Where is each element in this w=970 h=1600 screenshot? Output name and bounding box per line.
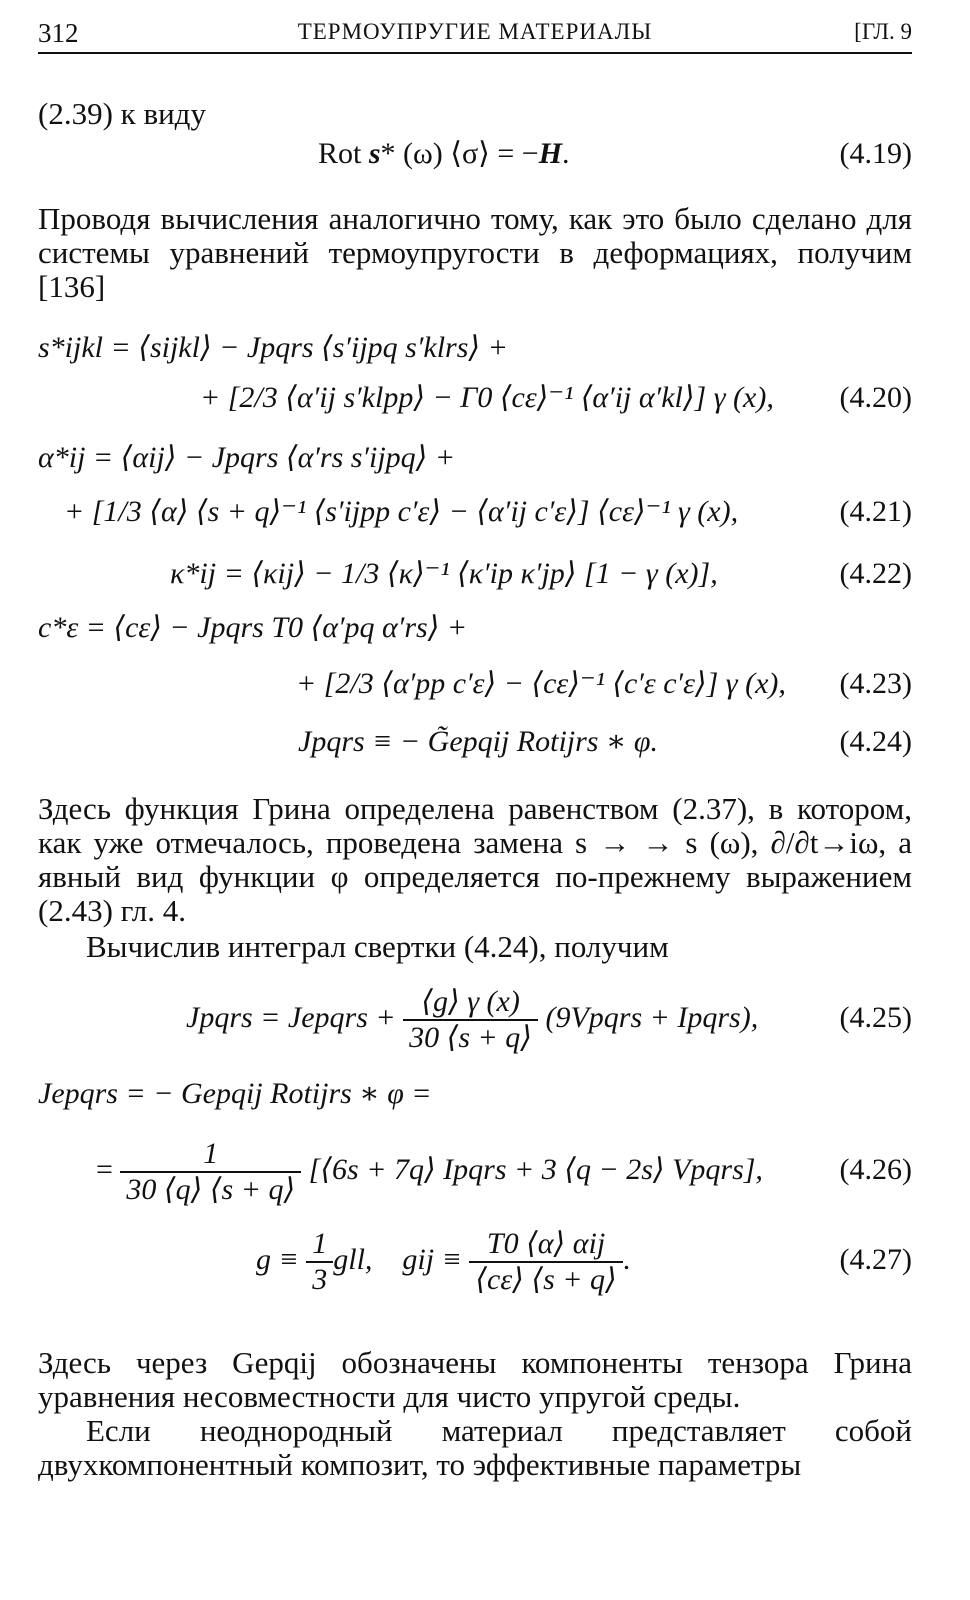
equation-4-20-line-1: s*ijkl = ⟨sijkl⟩ − Jpqrs ⟨s′ijpq s′klrs⟩ + [38, 331, 508, 364]
equation-4-21-line-2: + [1/3 ⟨α⟩ ⟨s + q⟩⁻¹ ⟨s′ijpp c′ε⟩ − ⟨α′ij c′ε⟩] ⟨cε⟩⁻¹ γ (x), [64, 495, 739, 528]
equation-4-27: g ≡ $\frac{1}{3}$ gll, gij ≡ $\frac{\text{T0 ⟨α⟩ αij}}{⟨c\varepsilon⟩ ⟨s + q⟩}$ . [256, 1227, 631, 1297]
page-number: 312 [38, 18, 79, 48]
fraction: $\frac{\text{T0 ⟨α⟩ αij}}{⟨c\varepsilon⟩ ⟨s + q⟩}$ [469, 1227, 622, 1297]
equation-number-4-20: (4.20) [839, 381, 912, 414]
equation-4-23-line-2: + [2/3 ⟨α′pp c′ε⟩ − ⟨cε⟩⁻¹ ⟨c′ε c′ε⟩] γ (x), [296, 667, 786, 700]
paragraph-4: Здесь через Gepqij обозначены компоненты тензора Грина уравнения несовместности для чисто упругой среды. [38, 1345, 912, 1414]
intro-line: (2.39) к виду [38, 96, 206, 131]
page-header [38, 14, 912, 54]
paragraph-5: Если неоднородный материал представляет собой двухкомпонентный композит, то эффективные параметры [38, 1413, 912, 1482]
equation-4-22: κ*ij = ⟨κij⟩ − 1/3 ⟨κ⟩⁻¹ ⟨κ′ip κ′jp⟩ [1 − γ (x)], [170, 557, 718, 590]
equation-number-4-24: (4.24) [839, 725, 912, 758]
fraction: $\frac{⟨g⟩ \gamma (x)}{30 ⟨s + q⟩}$ [403, 985, 538, 1055]
equation-number-4-19: (4.19) [839, 137, 912, 170]
equation-4-25: Jpqrs = Jepqrs + $\frac{⟨g⟩ \gamma (x)}{30 ⟨s + q⟩}$ (9Vpqrs + Ipqrs), [186, 985, 759, 1055]
equation-number-4-27: (4.27) [839, 1243, 912, 1276]
paragraph-3: Вычислив интеграл свертки (4.24), получим [86, 929, 669, 964]
chapter-label: [ГЛ. 9 [854, 19, 912, 44]
equation-number-4-23: (4.23) [839, 667, 912, 700]
equation-number-4-25: (4.25) [839, 1001, 912, 1034]
equation-number-4-21: (4.21) [839, 495, 912, 528]
equation-number-4-26: (4.26) [839, 1153, 912, 1186]
running-title: ТЕРМОУПРУГИЕ МАТЕРИАЛЫ [297, 19, 653, 44]
equation-4-19: Rot s* (ω) ⟨σ⟩ = −H. [318, 137, 570, 170]
paragraph-1: Проводя вычисления аналогично тому, как это было сделано для системы уравнений термоупругости в деформациях, получим [136] [38, 201, 912, 304]
fraction: $\frac{1}{3}$ [306, 1227, 333, 1297]
equation-4-26-line-1: Jepqrs = − Gepqij Rotijrs ∗ φ = [38, 1077, 432, 1110]
fraction: $\frac{1}{30 ⟨q⟩ ⟨s + q⟩}$ [120, 1137, 301, 1207]
equation-number-4-22: (4.22) [839, 557, 912, 590]
equation-4-24: Jpqrs ≡ − G̃epqij Rotijrs ∗ φ. [298, 725, 658, 758]
paragraph-2: Здесь функция Грина определена равенством (2.37), в котором, как уже отмечалось, проведена замена s → → s (ω), ∂/∂t→iω, а явный вид функции φ определяется по-прежнему выражением (2.43) гл. 4. [38, 791, 912, 928]
equation-4-20-line-2: + [2/3 ⟨α′ij s′klpp⟩ − Γ0 ⟨cε⟩⁻¹ ⟨α′ij α′kl⟩] γ (x), [200, 381, 774, 414]
equation-4-23-line-1: c*ε = ⟨cε⟩ − Jpqrs T0 ⟨α′pq α′rs⟩ + [38, 611, 468, 644]
equation-4-26-line-2: = $\frac{1}{30 ⟨q⟩ ⟨s + q⟩}$ [⟨6s + 7q⟩ Ipqrs + 3 ⟨q − 2s⟩ Vpqrs], [96, 1137, 763, 1207]
equation-4-21-line-1: α*ij = ⟨αij⟩ − Jpqrs ⟨α′rs s′ijpq⟩ + [38, 441, 456, 474]
